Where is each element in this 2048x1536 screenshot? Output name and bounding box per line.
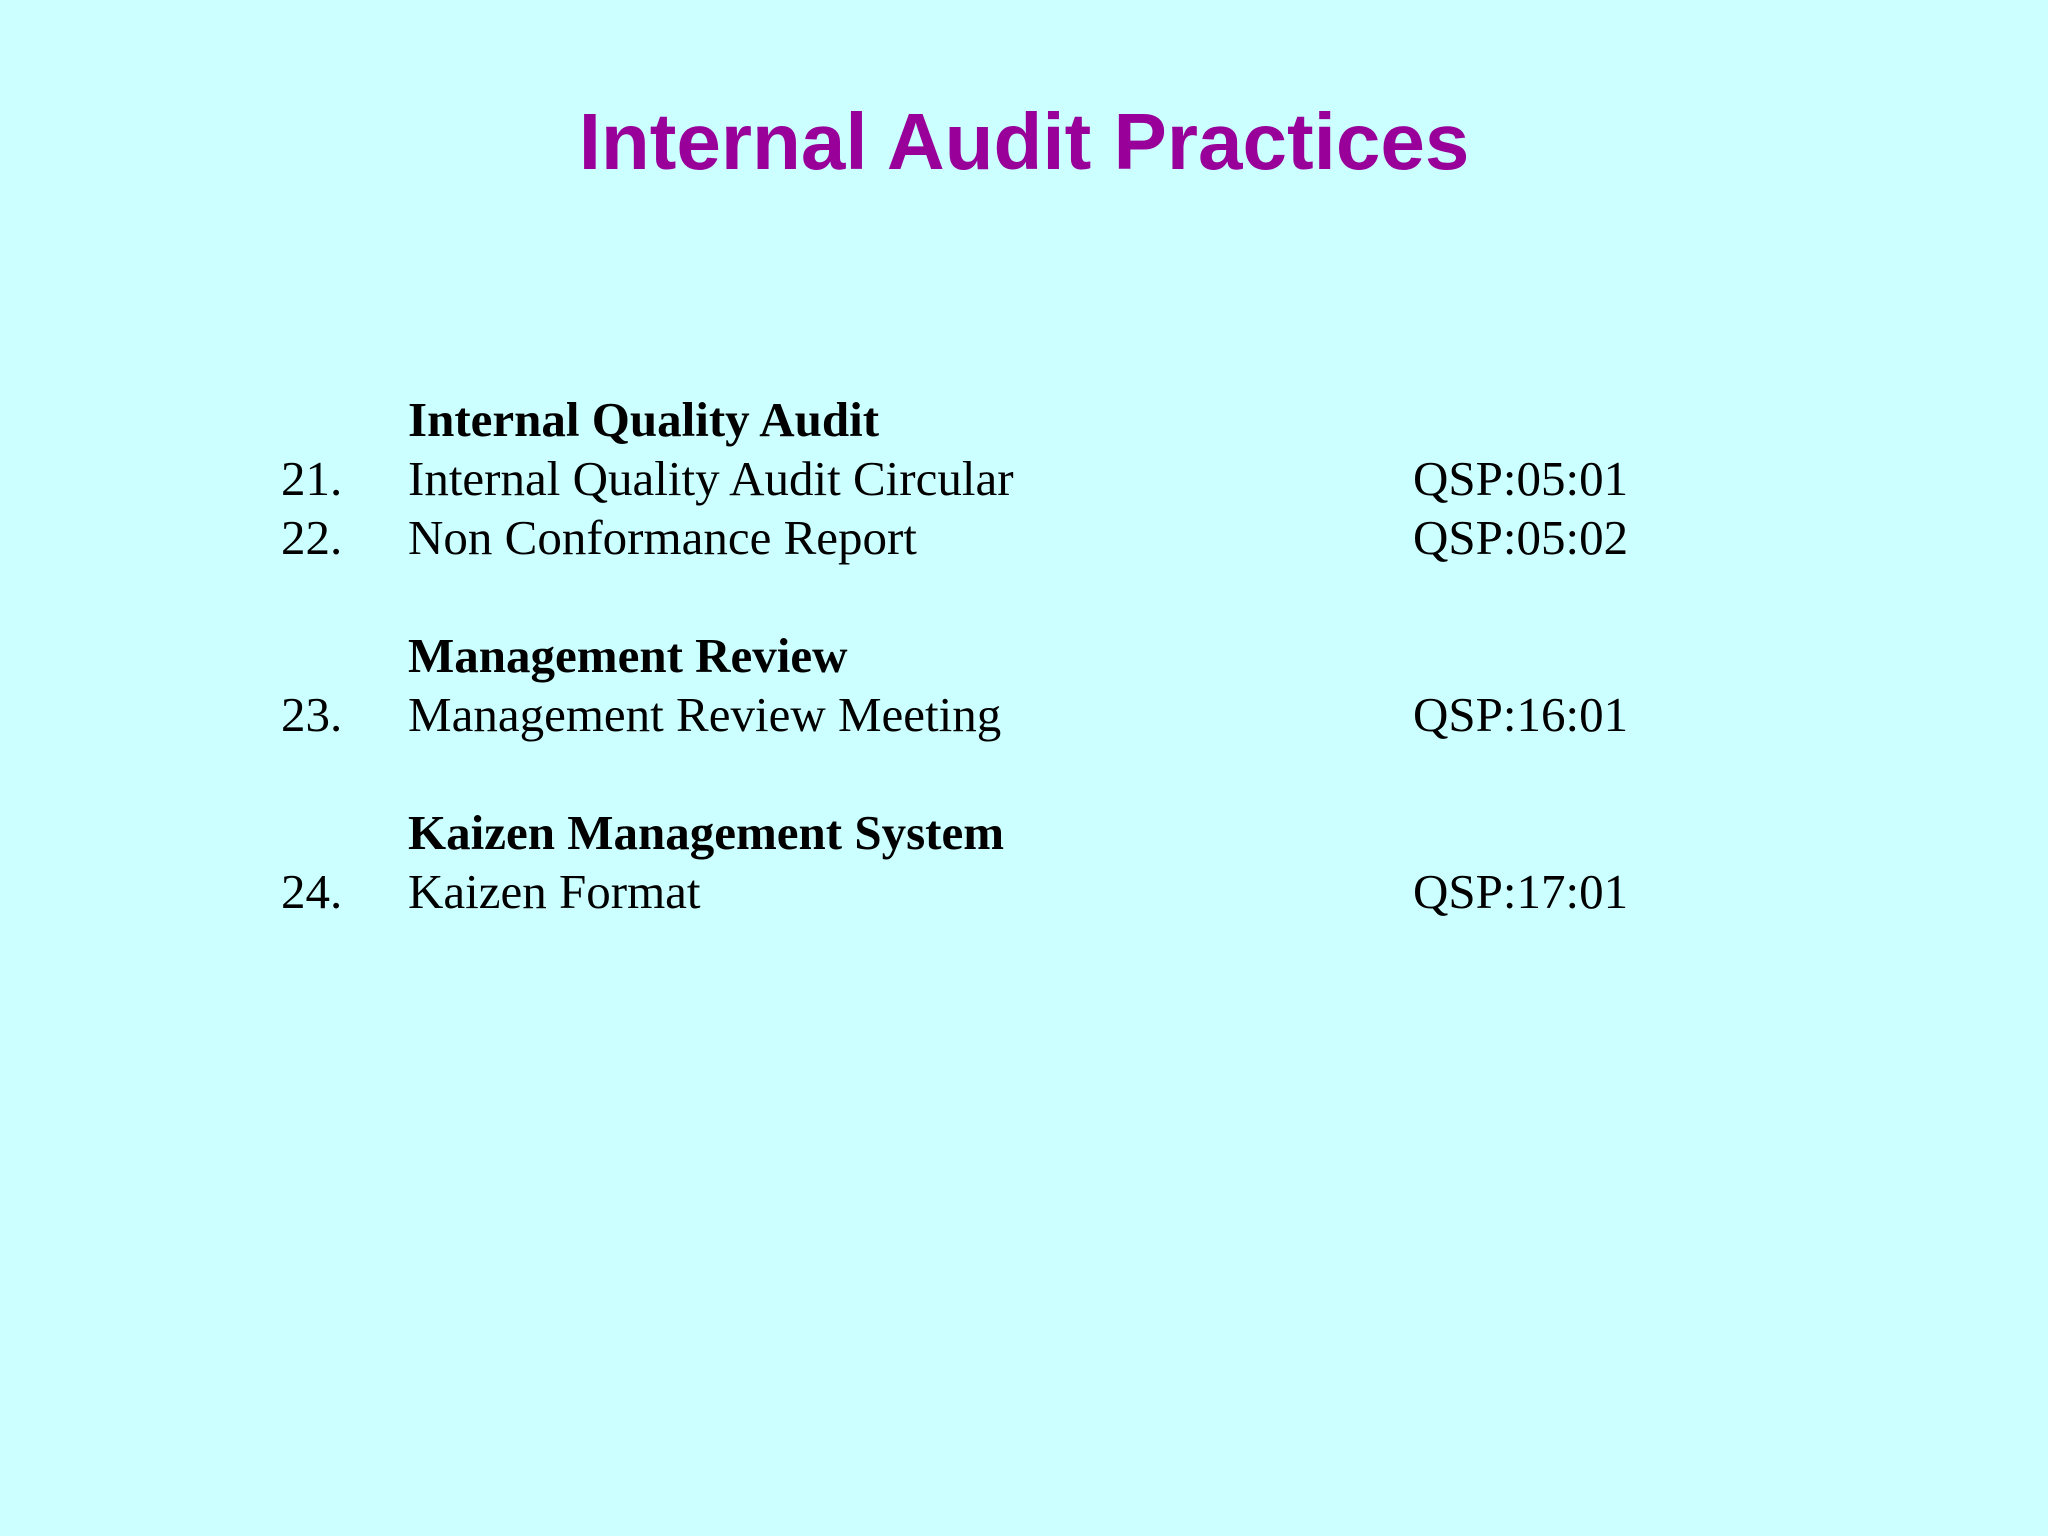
slide-title: Internal Audit Practices [578,97,1470,186]
item-label: Internal Quality Audit Circular [408,451,1014,506]
section-heading: Internal Quality Audit [408,392,880,447]
section-management-review [0,626,2048,744]
list-item [0,508,2048,567]
section-kaizen-management-system [0,803,2048,921]
item-label: Kaizen Format [408,864,701,919]
item-code: QSP:17:01 [1413,864,1629,919]
section-heading-row [0,803,2048,862]
item-label: Management Review Meeting [408,687,1002,742]
section-heading: Management Review [408,628,848,683]
list-item [0,685,2048,744]
list-item [0,449,2048,508]
item-code: QSP:05:01 [1413,451,1629,506]
document-list [0,390,2048,980]
item-label: Non Conformance Report [408,510,917,565]
item-number: 22. [281,510,343,565]
section-internal-quality-audit [0,390,2048,567]
item-number: 21. [281,451,343,506]
section-heading-row [0,390,2048,449]
item-code: QSP:05:02 [1413,510,1629,565]
section-heading: Kaizen Management System [408,805,1005,860]
item-number: 23. [281,687,343,742]
section-heading-row [0,626,2048,685]
item-number: 24. [281,864,343,919]
item-code: QSP:16:01 [1413,687,1629,742]
list-item [0,862,2048,921]
